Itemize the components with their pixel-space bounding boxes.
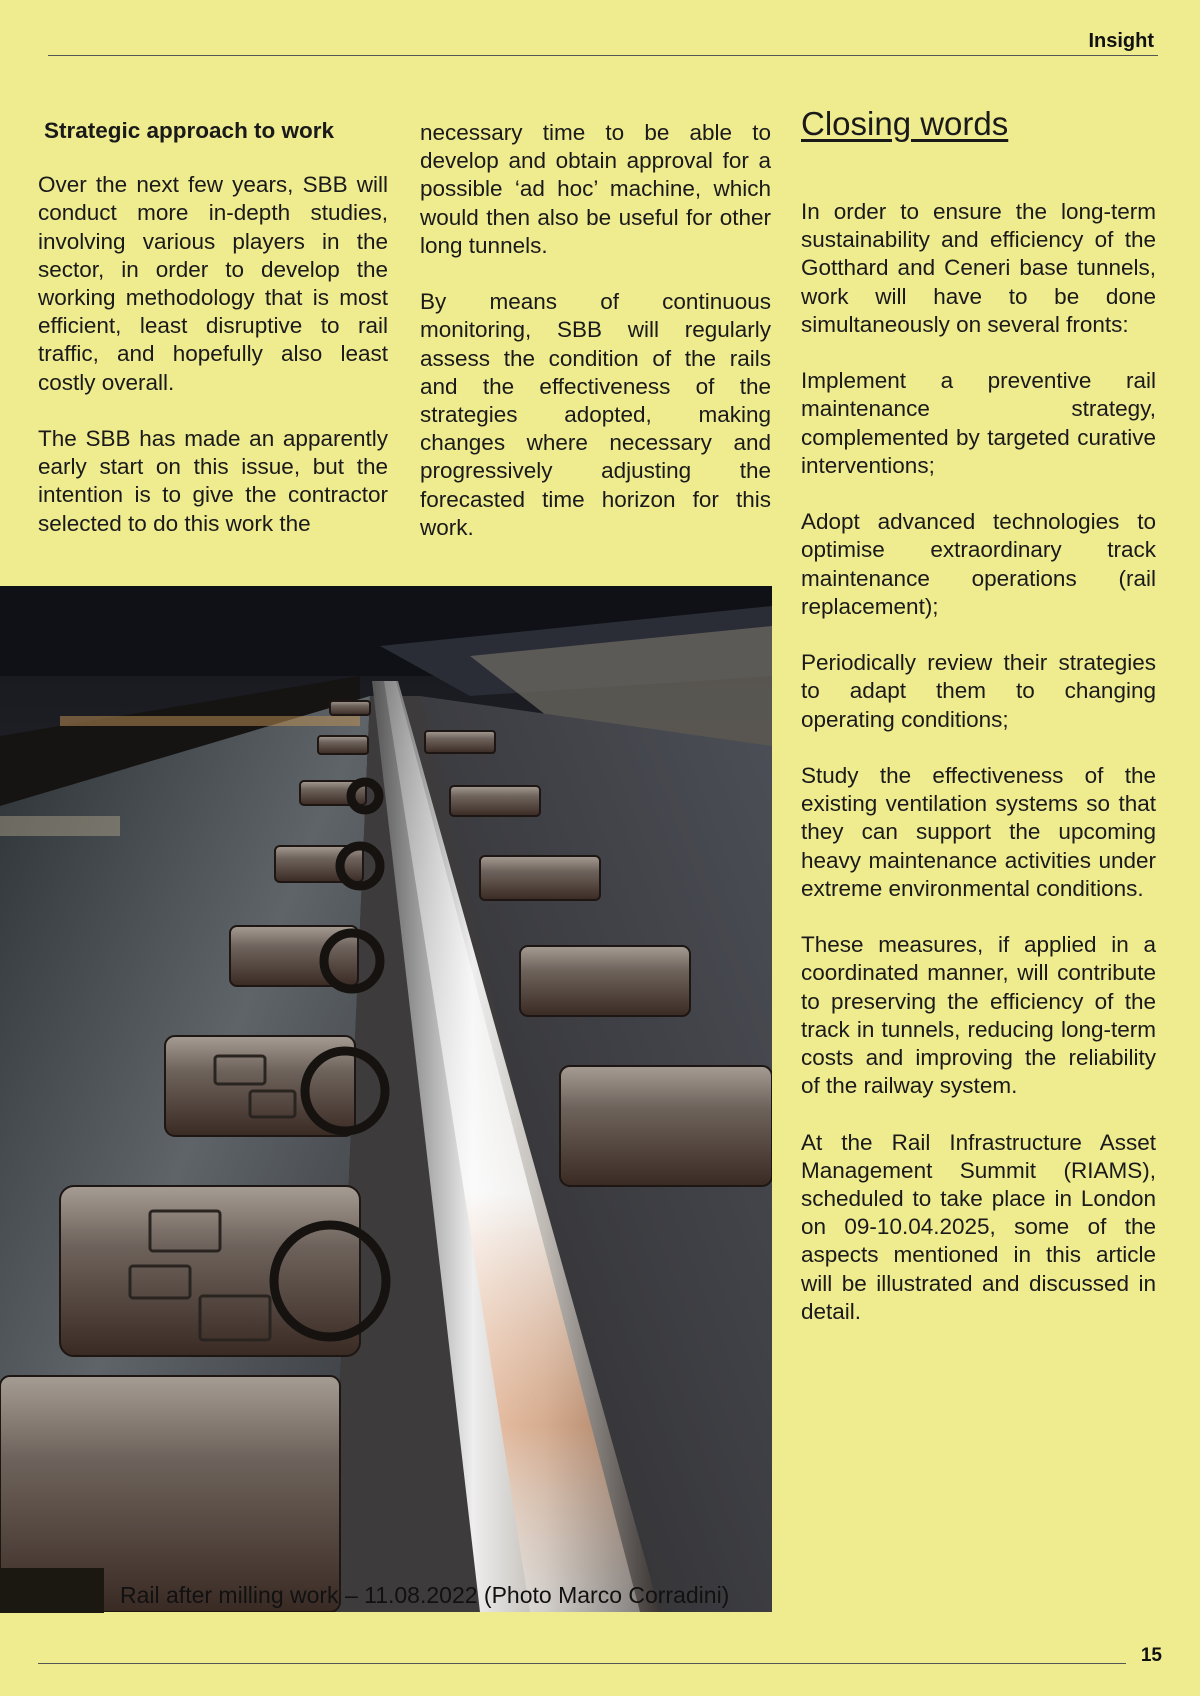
page-number: 15 <box>1140 1645 1162 1666</box>
photo-edge <box>0 1568 104 1613</box>
closing-words-title: Closing words <box>801 105 1009 142</box>
tunnel-rail-photo <box>0 586 772 1612</box>
column-right <box>801 104 1156 1354</box>
footer-rule <box>38 1663 1126 1664</box>
paragraph: necessary time to be able to develop and obtain approval for a possible ‘ad hoc’ machine, which would then also be useful for other long tunnels. <box>420 120 771 258</box>
column-middle <box>420 119 771 570</box>
header-rule <box>48 55 1158 56</box>
photo-caption: Rail after milling work – 11.08.2022 (Photo Marco Corradini) <box>120 1582 730 1608</box>
section-label: Insight <box>1088 30 1154 52</box>
list-item: Study the effectiveness of the existing ventilation systems so that they can support the upcoming heavy maintenance activities under extreme environmental conditions. <box>801 763 1156 901</box>
paragraph: At the Rail Infrastructure Asset Management Summit (RIAMS), scheduled to take place in London on 09-10.04.2025, some of the aspects mentioned in this article will be illustrated and discussed in detail. <box>801 1129 1156 1324</box>
list-item: Implement a preventive rail maintenance strategy, complemented by targeted curative interventions; <box>801 368 1156 478</box>
list-item: Adopt advanced technologies to optimise extraordinary track maintenance operations (rail replacement); <box>801 509 1156 619</box>
list-item: Periodically review their strategies to adapt them to changing operating conditions; <box>801 650 1156 732</box>
paragraph: These measures, if applied in a coordinated manner, will contribute to preserving the efficiency of the track in tunnels, reducing long-term costs and improving the reliability of the railway system. <box>801 932 1156 1099</box>
paragraph: The SBB has made an apparently early start on this issue, but the intention is to give the contractor selected to do this work the <box>38 426 388 536</box>
paragraph: In order to ensure the long-term sustainability and efficiency of the Gotthard and Ceneri base tunnels, work will have to be done simultaneously on several fronts: <box>801 199 1156 337</box>
column-left <box>38 117 388 566</box>
paragraph: Over the next few years, SBB will conduct more in-depth studies, involving various players in the sector, in order to develop the working methodology that is most efficient, least disruptive to rail traffic, and hopefully also least costly overall. <box>38 172 388 395</box>
section-heading: Strategic approach to work <box>44 118 335 143</box>
paragraph: By means of continuous monitoring, SBB will regularly assess the condition of the rails and the effectiveness of the strategies adopted, making changes where necessary and progressively adjusting the forecasted time horizon for this work. <box>420 289 771 540</box>
